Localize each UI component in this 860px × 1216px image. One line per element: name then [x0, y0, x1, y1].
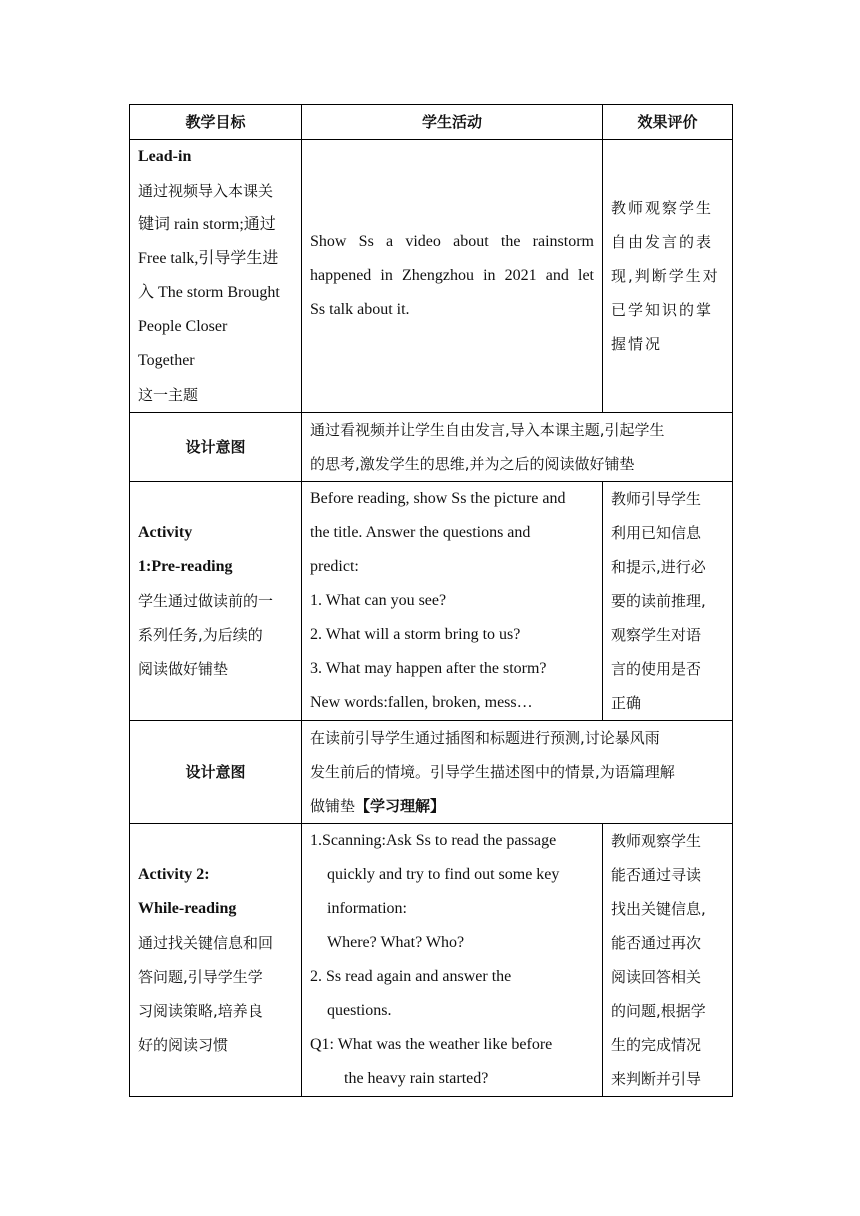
activity-line: Ss talk about it.: [310, 301, 410, 318]
design-intent-text: [302, 413, 733, 482]
header-evaluation: 效果评价: [603, 105, 733, 140]
pre-reading-activity: [302, 482, 603, 721]
pre-reading-goal: [130, 482, 302, 721]
eval-line: 要的读前推理,: [611, 592, 706, 610]
header-activity: 学生活动: [302, 105, 603, 140]
lead-in-title: Lead-in: [138, 148, 192, 165]
activity-line: information:: [327, 900, 407, 917]
header-row: [130, 105, 733, 140]
while-reading-title-1: Activity 2:: [138, 866, 210, 883]
lead-in-evaluation: [603, 140, 733, 413]
eval-line: 教师引导学生: [611, 490, 702, 508]
goal-line: 入 The storm Brought: [138, 284, 280, 301]
eval-line: 找出关键信息,: [611, 900, 706, 918]
design-line: 发生前后的情境。引导学生描述图中的情景,为语篇理解: [310, 763, 675, 781]
design-intent-label: 设计意图: [130, 721, 302, 824]
header-goal: 教学目标: [130, 105, 302, 140]
design-intent-label: 设计意图: [130, 413, 302, 482]
activity-line: predict:: [310, 558, 359, 575]
activity-line: the title. Answer the questions and: [310, 524, 531, 541]
eval-line: 利用已知信息: [611, 524, 702, 542]
goal-line: Together: [138, 352, 195, 369]
lead-in-row: [130, 140, 733, 413]
goal-line: Free talk,引导学生进: [138, 250, 279, 267]
eval-line: 握情况: [611, 335, 663, 353]
eval-line: 已学知识的掌: [611, 301, 714, 319]
design-line: 在读前引导学生通过插图和标题进行预测,讨论暴风雨: [310, 729, 660, 747]
activity-line: Q1: What was the weather like before: [310, 1036, 553, 1053]
goal-line: 好的阅读习惯: [138, 1036, 229, 1054]
design-line: [310, 789, 724, 823]
design-intent-text: [302, 721, 733, 824]
eval-line: 和提示,进行必: [611, 558, 706, 576]
goal-line: 通过找关键信息和回: [138, 934, 274, 952]
activity-line: 1. What can you see?: [310, 592, 447, 609]
eval-line: 正确: [611, 694, 642, 712]
activity-line: Before reading, show Ss the picture and: [310, 490, 566, 507]
activity-line: 3. What may happen after the storm?: [310, 660, 547, 677]
eval-line: 现,判断学生对: [611, 267, 720, 285]
pre-reading-title-1: Activity: [138, 524, 193, 541]
design-line: 通过看视频并让学生自由发言,导入本课主题,引起学生: [310, 421, 665, 439]
activity-line: quickly and try to find out some key: [327, 866, 560, 883]
eval-line: 言的使用是否: [611, 660, 702, 678]
eval-line: 来判断并引导: [611, 1070, 702, 1088]
lead-in-activity: [302, 140, 603, 413]
activity-line: 2. Ss read again and answer the: [310, 968, 512, 985]
goal-line: 通过视频导入本课关: [138, 182, 274, 200]
goal-line: 答问题,引导学生学: [138, 968, 263, 986]
goal-line: 这一主题: [138, 386, 199, 404]
activity-line: 2. What will a storm bring to us?: [310, 626, 521, 643]
design-intent-row-1: [130, 413, 733, 482]
activity-line: questions.: [327, 1002, 392, 1019]
eval-line: 教师观察学生: [611, 832, 702, 850]
activity-line: New words:fallen, broken, mess…: [310, 694, 533, 711]
while-reading-title-2: While-reading: [138, 900, 237, 917]
learning-tag: 【学习理解】: [355, 797, 446, 815]
eval-line: 能否通过再次: [611, 934, 702, 952]
eval-line: 能否通过寻读: [611, 866, 702, 884]
activity-line: Show Ss a video about the rainstorm: [310, 233, 594, 250]
design-line-prefix: 做铺垫: [310, 797, 356, 815]
eval-line: 观察学生对语: [611, 626, 702, 644]
while-reading-evaluation: [603, 824, 733, 1097]
pre-reading-evaluation: [603, 482, 733, 721]
goal-line: 键词 rain storm;通过: [138, 216, 276, 233]
while-reading-row: [130, 824, 733, 1097]
goal-line: 学生通过做读前的一: [138, 592, 274, 610]
eval-line: 自由发言的表: [611, 233, 714, 251]
pre-reading-row: [130, 482, 733, 721]
lead-in-goal: [130, 140, 302, 413]
eval-line: 教师观察学生: [611, 199, 714, 217]
activity-line: 1.Scanning:Ask Ss to read the passage: [310, 832, 557, 849]
while-reading-activity: [302, 824, 603, 1097]
goal-line: 阅读做好铺垫: [138, 660, 229, 678]
lesson-plan-table: [129, 104, 733, 1097]
eval-line: 生的完成情况: [611, 1036, 702, 1054]
activity-line: happened in Zhengzhou in 2021 and let: [310, 267, 594, 284]
goal-line: 习阅读策略,培养良: [138, 1002, 263, 1020]
activity-line: the heavy rain started?: [344, 1070, 489, 1087]
eval-line: 的问题,根据学: [611, 1002, 706, 1020]
while-reading-goal: [130, 824, 302, 1097]
design-line: 的思考,激发学生的思维,并为之后的阅读做好铺垫: [310, 455, 635, 473]
activity-line: Where? What? Who?: [327, 934, 465, 951]
goal-line: People Closer: [138, 318, 228, 335]
pre-reading-title-2: 1:Pre-reading: [138, 558, 233, 575]
eval-line: 阅读回答相关: [611, 968, 702, 986]
goal-line: 系列任务,为后续的: [138, 626, 263, 644]
design-intent-row-2: [130, 721, 733, 824]
